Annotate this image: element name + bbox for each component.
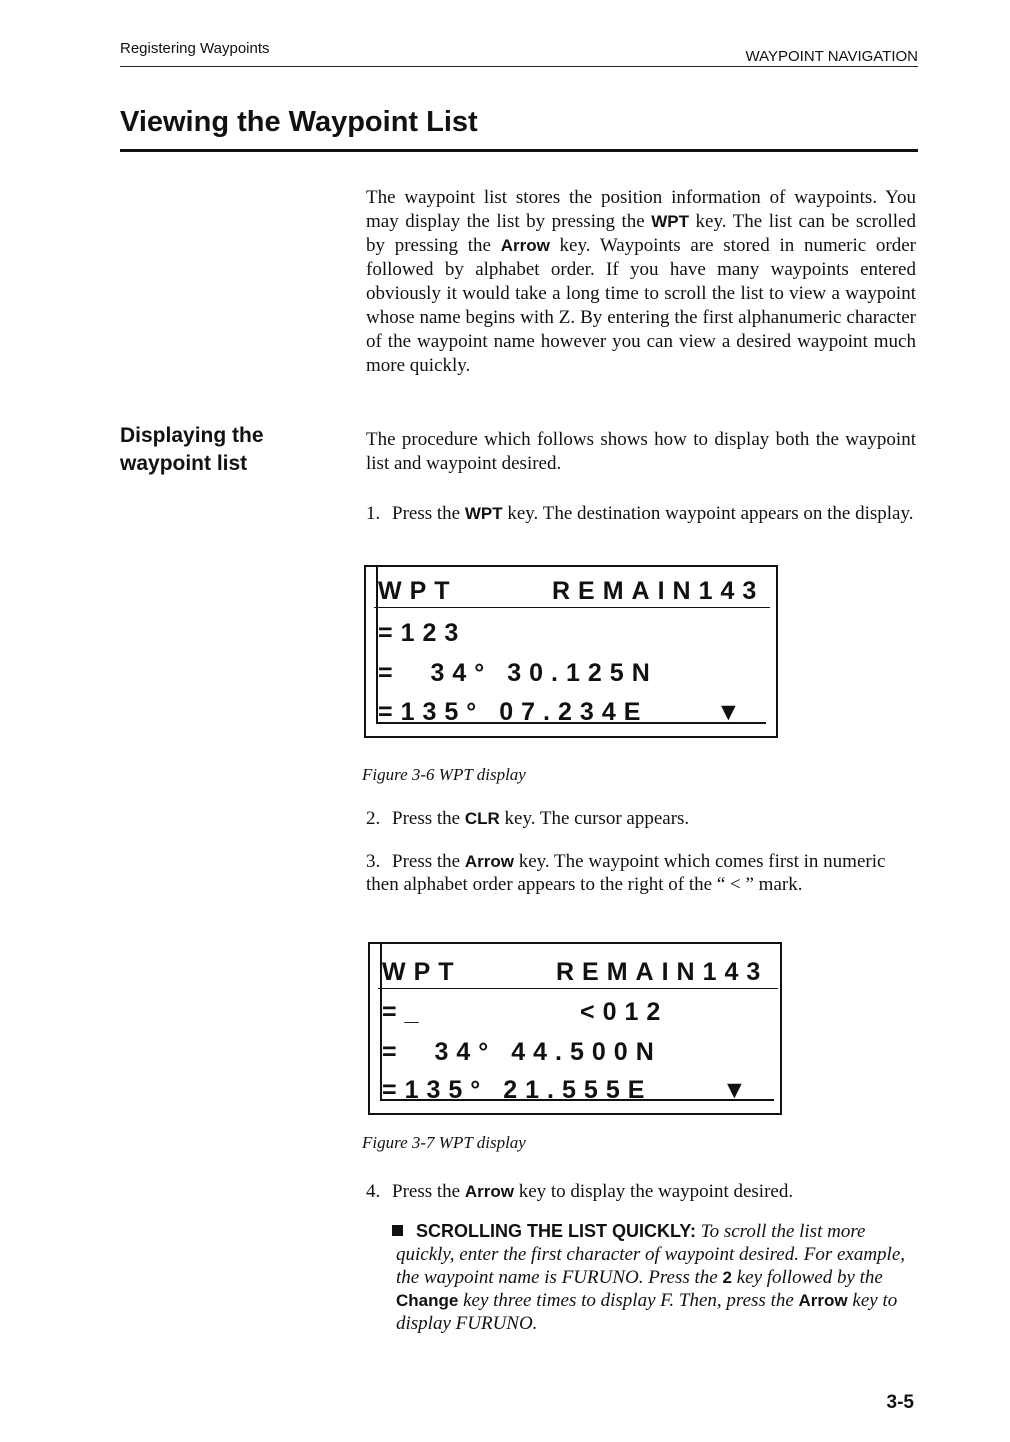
display1-title: WPT xyxy=(378,577,458,605)
key-arrow: Arrow xyxy=(500,236,550,255)
running-header-chapter: WAYPOINT NAVIGATION xyxy=(745,48,918,65)
step-4: 4. Press the Arrow key to display the waypoint desired. xyxy=(366,1181,794,1202)
display2-remain: REMAIN143 xyxy=(556,958,769,986)
step-1: 1. Press the WPT key. The destination waypoint appears on the display. xyxy=(366,503,914,524)
step-2: 2. Press the CLR key. The cursor appears. xyxy=(366,808,690,829)
display1-remain: REMAIN143 xyxy=(552,577,765,605)
display1-latitude: = 34° 30.125N xyxy=(378,659,658,687)
intro-paragraph: The waypoint list stores the position information of waypoints. You may display the list by pressing the WPT key. The list can be scrolled by pressing the Arrow key. Waypoints are stored in numeric order followed by alphabet order. If you have many waypoints entered obviously it would take a long time to scroll the list to view a waypoint whose name begins with Z. By entering the first alphanumeric character of the waypoint name however you can view a desired waypoint much more quickly. xyxy=(366,187,916,376)
header-rule xyxy=(120,66,918,67)
wpt-display-1 xyxy=(364,565,778,738)
page-number: 3-5 xyxy=(886,1392,914,1413)
key-wpt: WPT xyxy=(651,212,690,231)
display1-wpt-number: =123 xyxy=(378,619,467,647)
display2-latitude: = 34° 44.500N xyxy=(382,1038,662,1066)
display2-cursor: =_ xyxy=(382,998,427,1026)
display2-longitude: =135° 21.555E xyxy=(382,1076,653,1104)
page-title: Viewing the Waypoint List xyxy=(120,106,478,138)
display2-title: WPT xyxy=(382,958,462,986)
wpt-display-2 xyxy=(368,942,782,1115)
scrolling-tip: SCROLLING THE LIST QUICKLY: To scroll the list more quickly, enter the first character of waypoint desired. For example, the waypoint name is FURUNO. Press the 2 key followed by the Change key three times to display F. Then, press the Arrow key to display FURUNO. xyxy=(396,1221,906,1334)
step-3: 3. Press the Arrow key. The waypoint which comes first in numeric then alphabet order appears to the right of the “ < ” mark. xyxy=(366,851,886,895)
running-header-section: Registering Waypoints xyxy=(120,40,270,57)
figure-3-7-caption: Figure 3-7 WPT display xyxy=(362,1133,526,1152)
title-rule xyxy=(120,149,918,152)
side-heading: Displaying the waypoint list xyxy=(120,424,264,475)
figure-3-6-caption: Figure 3-6 WPT display xyxy=(362,765,526,784)
procedure-intro: The procedure which follows shows how to display both the waypoint list and waypoint desired. xyxy=(366,429,916,474)
down-arrow-icon: ▼ xyxy=(716,698,741,726)
display2-first-waypoint: <012 xyxy=(580,998,669,1026)
display1-longitude: =135° 07.234E xyxy=(378,698,649,726)
down-arrow-icon: ▼ xyxy=(722,1076,747,1104)
